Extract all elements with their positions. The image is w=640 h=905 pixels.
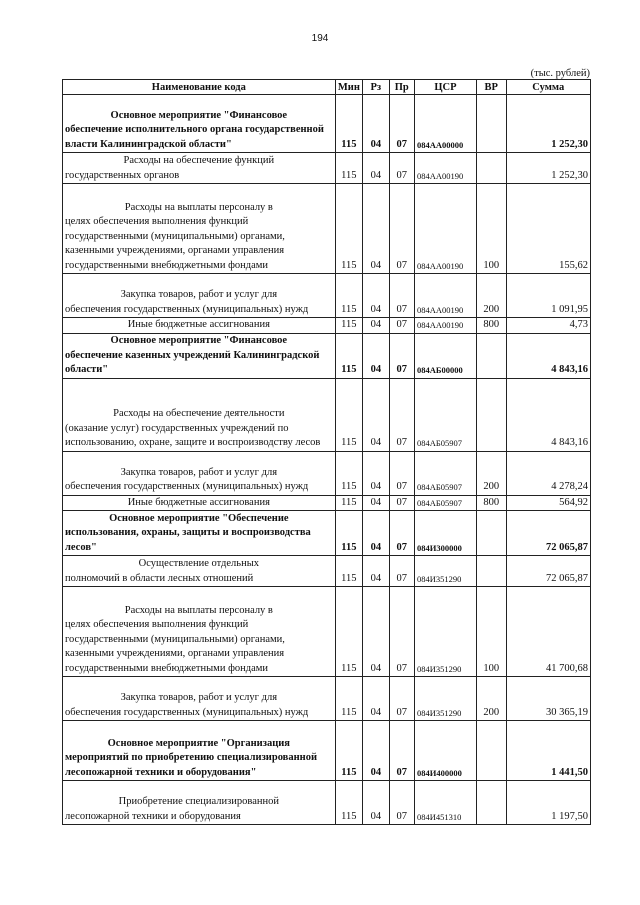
row-rz: 04	[363, 495, 389, 511]
row-csr: 084АБ05907	[414, 451, 476, 495]
row-rz: 04	[363, 677, 389, 721]
row-rz: 04	[363, 333, 389, 378]
row-csr: 084И400000	[414, 721, 476, 781]
table-row	[63, 333, 591, 378]
row-sum: 4 843,16	[506, 378, 591, 451]
row-name: Основное мероприятие "Организация мероприятий по приобретению специализированной лесопожарной техники и оборудования"	[63, 721, 336, 781]
row-name: Осуществление отдельных полномочий в области лесных отношений	[63, 556, 336, 587]
row-csr: 084АБ05907	[414, 495, 476, 511]
header-sum: Сумма	[506, 80, 591, 95]
row-rz: 04	[363, 451, 389, 495]
row-pr: 07	[389, 333, 414, 378]
table-row	[63, 318, 591, 334]
row-vr: 100	[477, 184, 507, 274]
row-rz: 04	[363, 781, 389, 825]
row-min: 115	[335, 721, 362, 781]
row-sum: 1 252,30	[506, 95, 591, 153]
row-sum: 72 065,87	[506, 511, 591, 556]
row-csr: 084И351290	[414, 587, 476, 677]
row-pr: 07	[389, 451, 414, 495]
page-number: 194	[311, 33, 329, 44]
row-rz: 04	[363, 587, 389, 677]
row-name: Иные бюджетные ассигнования	[63, 495, 336, 511]
row-rz: 04	[363, 318, 389, 334]
row-rz: 04	[363, 511, 389, 556]
header-rz: Рз	[363, 80, 389, 95]
header-min: Мин	[335, 80, 362, 95]
row-name: Расходы на выплаты персоналу в целях обеспечения выполнения функций государственными (муниципальными) органами, казенными учреждениями, органами управления государственными внебюджетными фондами	[63, 184, 336, 274]
row-rz: 04	[363, 95, 389, 153]
row-rz: 04	[363, 378, 389, 451]
row-sum: 30 365,19	[506, 677, 591, 721]
row-sum: 155,62	[506, 184, 591, 274]
row-name: Расходы на обеспечение деятельности (оказание услуг) государственных учреждений по использованию, охране, защите и воспроизводству лесов	[63, 378, 336, 451]
row-name: Закупка товаров, работ и услуг для обеспечения государственных (муниципальных) нужд	[63, 274, 336, 318]
row-min: 115	[335, 95, 362, 153]
row-min: 115	[335, 677, 362, 721]
row-sum: 4 843,16	[506, 333, 591, 378]
row-sum: 564,92	[506, 495, 591, 511]
row-pr: 07	[389, 677, 414, 721]
row-name: Основное мероприятие "Финансовое обеспечение казенных учреждений Калининградской области"	[63, 333, 336, 378]
row-csr: 084АА00190	[414, 153, 476, 184]
header-pr: Пр	[389, 80, 414, 95]
row-vr	[477, 556, 507, 587]
row-name: Расходы на обеспечение функций государственных органов	[63, 153, 336, 184]
row-name: Расходы на выплаты персоналу в целях обеспечения выполнения функций государственными (муниципальными) органами, казенными учреждениями, органами управления государственными внебюджетными фондами	[63, 587, 336, 677]
row-min: 115	[335, 378, 362, 451]
row-vr: 200	[477, 677, 507, 721]
table-row	[63, 495, 591, 511]
row-min: 115	[335, 556, 362, 587]
row-min: 115	[335, 587, 362, 677]
row-name: Основное мероприятие "Обеспечение использования, охраны, защиты и воспроизводства лесов"	[63, 511, 336, 556]
row-sum: 41 700,68	[506, 587, 591, 677]
table-row	[63, 95, 591, 153]
row-min: 115	[335, 495, 362, 511]
row-sum: 4,73	[506, 318, 591, 334]
table-row	[63, 378, 591, 451]
header-name: Наименование кода	[63, 80, 336, 95]
table-row	[63, 274, 591, 318]
row-name: Приобретение специализированной лесопожарной техники и оборудования	[63, 781, 336, 825]
row-pr: 07	[389, 274, 414, 318]
row-pr: 07	[389, 511, 414, 556]
row-vr	[477, 511, 507, 556]
row-min: 115	[335, 274, 362, 318]
row-vr: 100	[477, 587, 507, 677]
row-pr: 07	[389, 184, 414, 274]
row-min: 115	[335, 781, 362, 825]
row-pr: 07	[389, 721, 414, 781]
row-csr: 084И351290	[414, 677, 476, 721]
row-csr: 084АА00190	[414, 274, 476, 318]
row-pr: 07	[389, 587, 414, 677]
row-vr	[477, 153, 507, 184]
row-csr: 084АБ05907	[414, 378, 476, 451]
row-min: 115	[335, 318, 362, 334]
table-row	[63, 781, 591, 825]
table-row	[63, 184, 591, 274]
row-csr: 084АБ00000	[414, 333, 476, 378]
row-min: 115	[335, 333, 362, 378]
budget-table	[62, 79, 591, 825]
row-sum: 72 065,87	[506, 556, 591, 587]
row-sum: 1 252,30	[506, 153, 591, 184]
table-row	[63, 587, 591, 677]
units-label: (тыс. рублей)	[530, 68, 590, 79]
table-row	[63, 721, 591, 781]
row-rz: 04	[363, 184, 389, 274]
row-csr: 084И451310	[414, 781, 476, 825]
row-pr: 07	[389, 318, 414, 334]
table-row	[63, 677, 591, 721]
row-name: Закупка товаров, работ и услуг для обеспечения государственных (муниципальных) нужд	[63, 677, 336, 721]
row-csr: 084АА00190	[414, 318, 476, 334]
row-pr: 07	[389, 95, 414, 153]
row-vr	[477, 781, 507, 825]
table-row	[63, 153, 591, 184]
row-min: 115	[335, 184, 362, 274]
row-rz: 04	[363, 721, 389, 781]
row-vr	[477, 333, 507, 378]
header-vr: ВР	[477, 80, 507, 95]
row-min: 115	[335, 511, 362, 556]
row-vr: 200	[477, 274, 507, 318]
row-rz: 04	[363, 274, 389, 318]
row-vr	[477, 95, 507, 153]
row-name: Основное мероприятие "Финансовое обеспечение исполнительного органа государственной власти Калининградской области"	[63, 95, 336, 153]
table-header-row	[63, 80, 591, 95]
header-csr: ЦСР	[414, 80, 476, 95]
row-pr: 07	[389, 153, 414, 184]
row-min: 115	[335, 153, 362, 184]
row-pr: 07	[389, 556, 414, 587]
row-name: Закупка товаров, работ и услуг для обеспечения государственных (муниципальных) нужд	[63, 451, 336, 495]
row-vr: 800	[477, 318, 507, 334]
row-vr: 800	[477, 495, 507, 511]
row-sum: 1 441,50	[506, 721, 591, 781]
table-row	[63, 556, 591, 587]
row-pr: 07	[389, 495, 414, 511]
table-row	[63, 451, 591, 495]
row-csr: 084АА00000	[414, 95, 476, 153]
row-min: 115	[335, 451, 362, 495]
row-csr: 084АА00190	[414, 184, 476, 274]
row-rz: 04	[363, 153, 389, 184]
row-vr	[477, 378, 507, 451]
row-sum: 4 278,24	[506, 451, 591, 495]
row-rz: 04	[363, 556, 389, 587]
row-csr: 084И300000	[414, 511, 476, 556]
row-pr: 07	[389, 378, 414, 451]
row-csr: 084И351290	[414, 556, 476, 587]
row-pr: 07	[389, 781, 414, 825]
table-row	[63, 511, 591, 556]
row-sum: 1 197,50	[506, 781, 591, 825]
row-vr: 200	[477, 451, 507, 495]
row-vr	[477, 721, 507, 781]
row-name: Иные бюджетные ассигнования	[63, 318, 336, 334]
row-sum: 1 091,95	[506, 274, 591, 318]
